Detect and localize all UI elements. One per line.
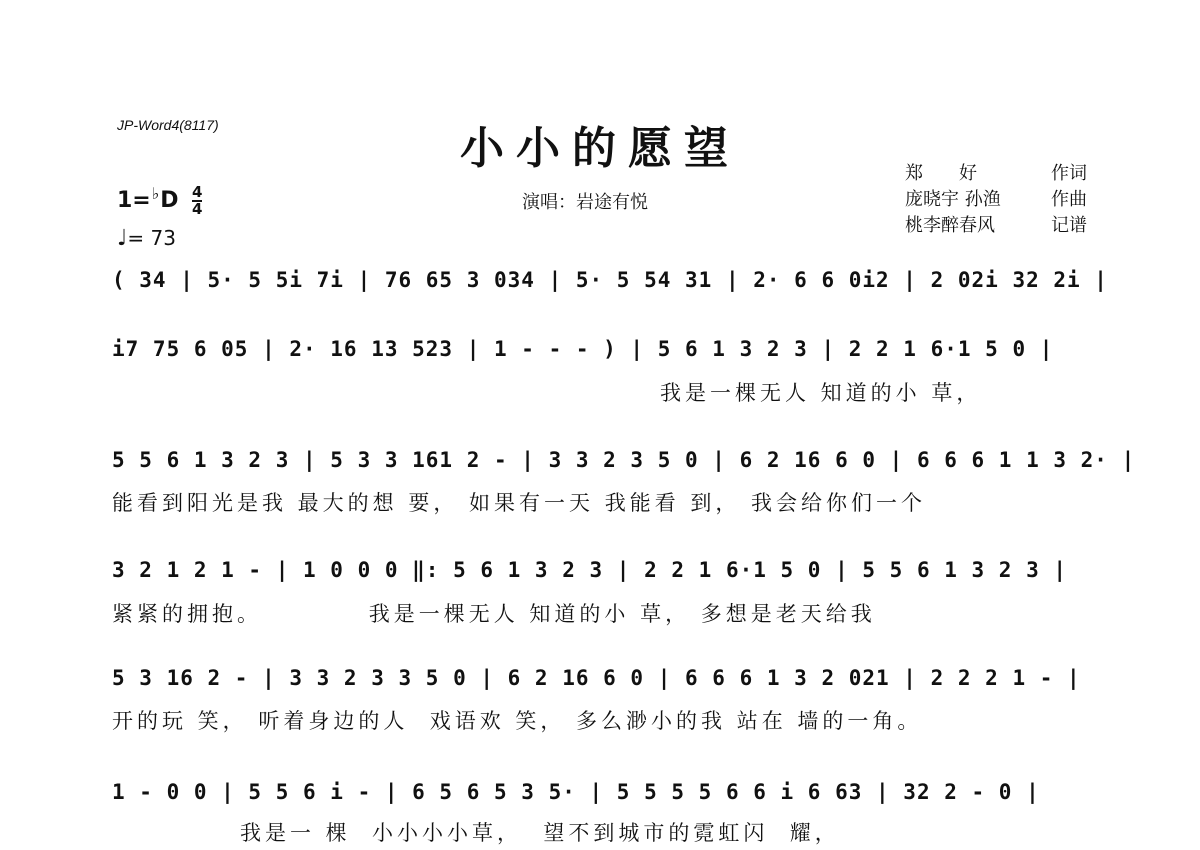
credit-name: 桃李醉春风 [905, 215, 995, 236]
quarter-note-icon: ♩ [117, 226, 128, 251]
time-top: 4 [192, 183, 203, 201]
lyric-row-6: 我是一 棵 小小小小草， 望不到城市的霓虹闪 耀， [240, 821, 840, 845]
credit-transcriber [905, 213, 1087, 239]
notation-row-2: i7 75 6 05 | 2· 16 13 523 | 1 - - - ) | 5 6 1 3 2 3 | 2 2 1 6·1 5 0 | [112, 337, 1054, 361]
notation-row-6: 1 - 0 0 | 5 5 6 i - | 6 5 6 5 3 5· | 5 5 5 5 6 6 i 6 63 | 32 2 - 0 | [112, 780, 1040, 804]
time-signature [192, 185, 202, 217]
page-title: 小小的愿望 [460, 123, 740, 174]
key-signature [117, 184, 179, 213]
time-bottom: 4 [192, 200, 203, 218]
key-letter: D [160, 188, 179, 213]
credit-name: 郑 好 [905, 163, 977, 184]
lyric-row-4: 紧紧的拥抱。 我是一棵无人 知道的小 草， 多想是老天给我 [112, 602, 876, 626]
lyric-row-2: 我是一棵无人 知道的小 草， [660, 381, 982, 405]
lyric-row-3: 能看到阳光是我 最大的想 要， 如果有一天 我能看 到， 我会给你们一个 [112, 491, 927, 515]
tempo-marking [117, 226, 176, 251]
tempo-value: = 73 [127, 226, 176, 250]
credit-lyricist [905, 161, 1087, 187]
notation-row-4: 3 2 1 2 1 - | 1 0 0 0 ‖: 5 6 1 3 2 3 | 2 2 1 6·1 5 0 | 5 5 6 1 3 2 3 | [112, 558, 1068, 582]
credit-role: 作曲 [1051, 189, 1087, 210]
singer-label: 演唱：岩途有悦 [522, 192, 648, 213]
credits-block [905, 161, 1087, 239]
brand-label: JP-Word4(8117) [117, 117, 219, 133]
credit-role: 作词 [1051, 163, 1087, 184]
credit-name: 庞晓宇 孙渔 [905, 189, 1001, 210]
lyric-row-5: 开的玩 笑， 听着身边的人 戏语欢 笑， 多么渺小的我 站在 墙的一角。 [112, 709, 923, 733]
notation-row-3: 5 5 6 1 3 2 3 | 5 3 3 161 2 - | 3 3 2 3 5 0 | 6 2 16 6 0 | 6 6 6 1 1 3 2· | [112, 448, 1136, 472]
notation-row-1: ( 34 | 5· 5 5i 7i | 76 65 3 034 | 5· 5 54 31 | 2· 6 6 0i2 | 2 02i 32 2i | [112, 268, 1108, 292]
key-prefix: 1= [117, 188, 151, 213]
credit-role: 记谱 [1051, 215, 1087, 236]
credit-composer [905, 187, 1087, 213]
flat-sign: ♭ [151, 184, 160, 203]
notation-row-5: 5 3 16 2 - | 3 3 2 3 3 5 0 | 6 2 16 6 0 | 6 6 6 1 3 2 021 | 2 2 2 1 - | [112, 666, 1081, 690]
